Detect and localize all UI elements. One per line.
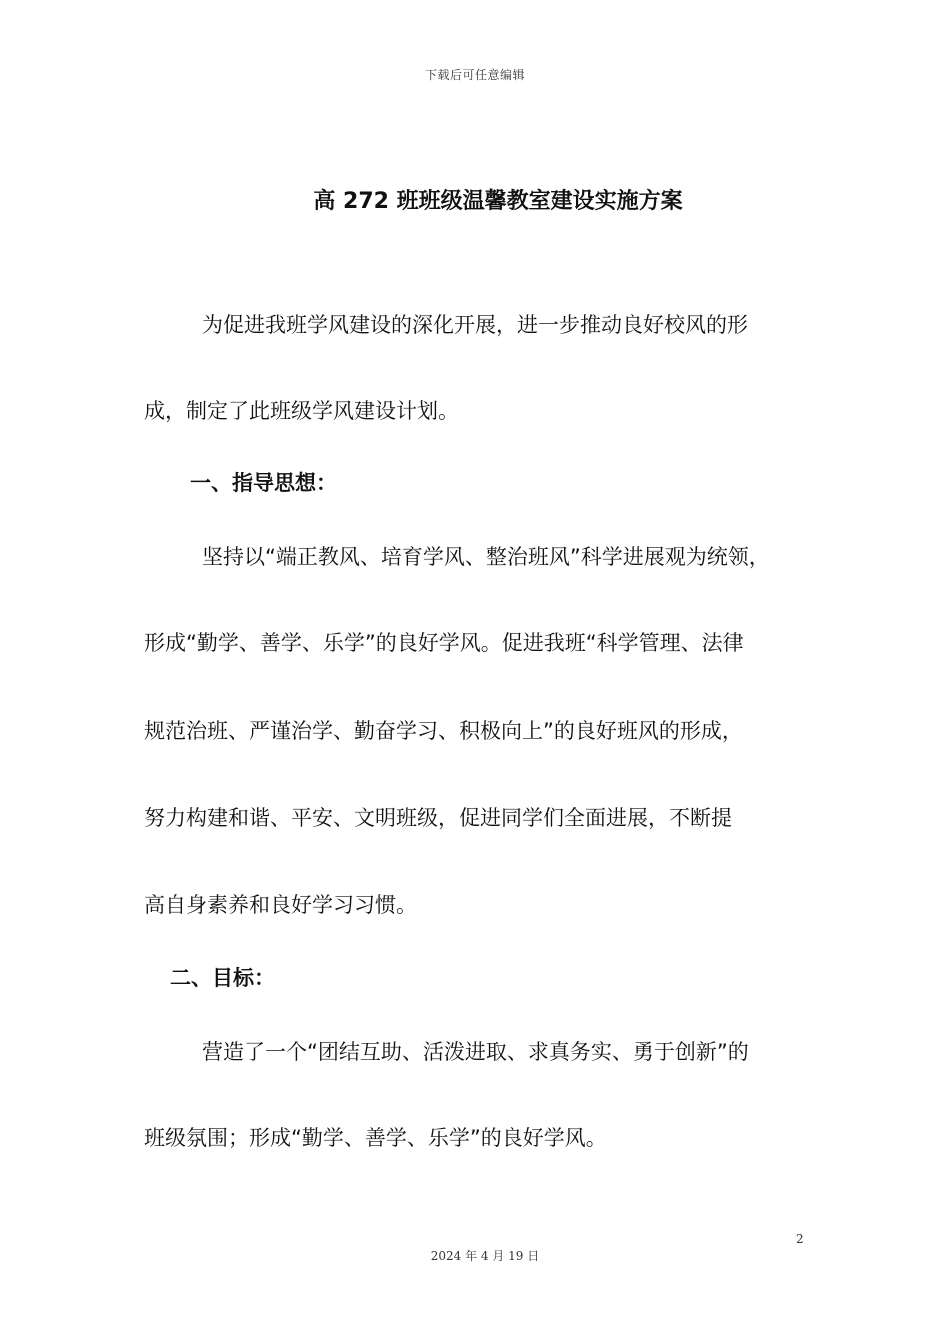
paragraph-line: 形成“勤学、善学、乐学”的良好学风。促进我班“科学管理、法律 <box>144 631 744 655</box>
paragraph-line: 努力构建和谐、平安、文明班级，促进同学们全面进展，不断提 <box>144 806 732 830</box>
section-heading-guiding-ideology: 一、指导思想： <box>190 471 337 495</box>
paragraph-line: 为促进我班学风建设的深化开展，进一步推动良好校风的形 <box>202 313 748 337</box>
paragraph-line: 班级氛围；形成“勤学、善学、乐学”的良好学风。 <box>144 1126 607 1150</box>
footer-date: 2024 年 4 月 19 日 <box>430 1249 540 1263</box>
document-title: 高 272 班班级温馨教室建设实施方案 <box>313 189 683 214</box>
paragraph-line: 坚持以“端正教风、培育学风、整治班风”科学进展观为统领， <box>202 545 770 569</box>
paragraph-line: 成，制定了此班级学风建设计划。 <box>144 399 459 423</box>
paragraph-line: 营造了一个“团结互助、活泼进取、求真务实、勇于创新”的 <box>202 1040 749 1064</box>
section-heading-goals: 二、目标： <box>170 966 275 990</box>
paragraph-line: 高自身素养和良好学习习惯。 <box>144 893 417 917</box>
page-number: 2 <box>796 1232 804 1246</box>
header-note: 下载后可任意编辑 <box>424 68 525 82</box>
paragraph-line: 规范治班、严谨治学、勤奋学习、积极向上”的良好班风的形成， <box>144 719 743 743</box>
